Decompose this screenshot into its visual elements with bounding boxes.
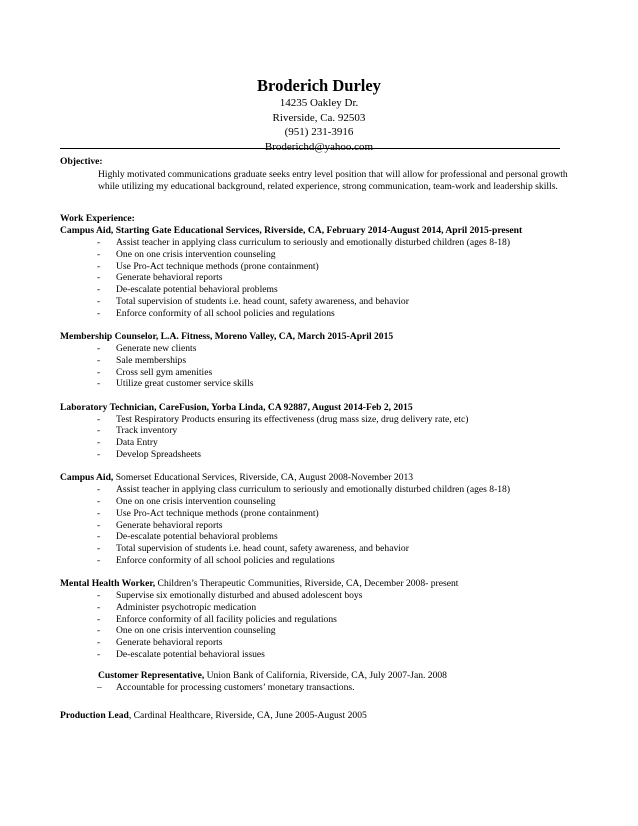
work-experience-label: Work Experience: — [60, 213, 135, 225]
job-title-rest: Union Bank of California, Riverside, CA, July 2007-Jan. 2008 — [204, 669, 447, 681]
bullet-dash: - — [97, 507, 101, 519]
duty-item — [60, 614, 580, 626]
bullet-dash: - — [97, 590, 101, 602]
duty-item — [60, 425, 580, 437]
duty-text: De-escalate potential behavioral problems — [116, 531, 278, 543]
duty-text: Utilize great customer service skills — [116, 378, 254, 390]
duty-text: Accountable for processing customers’ monetary transactions. — [116, 681, 355, 693]
duty-text: Generate new clients — [116, 342, 197, 354]
duty-text: De-escalate potential behavioral problems — [116, 284, 278, 296]
bullet-dash: - — [97, 342, 101, 354]
bullet-dash: - — [97, 354, 101, 366]
duty-text: Assist teacher in applying class curriculum to seriously and emotionally disturbed children (ages 8-18) — [116, 484, 511, 496]
section-gap — [60, 390, 580, 402]
duty-text: Cross sell gym amenities — [116, 366, 213, 378]
bullet-dash: - — [97, 437, 101, 449]
duty-item — [60, 602, 580, 614]
duty-item — [60, 649, 580, 661]
duty-item — [60, 531, 580, 543]
duty-item — [60, 449, 580, 461]
duty-text: Generate behavioral reports — [116, 519, 223, 531]
job-title — [60, 331, 580, 343]
job-title-bold: Mental Health Worker, — [60, 578, 156, 590]
duty-item — [60, 437, 580, 449]
bullet-dash: - — [97, 260, 101, 272]
bullet-dash: - — [97, 637, 101, 649]
duty-item — [60, 367, 580, 379]
duty-text: Enforce conformity of all facility policies and regulations — [116, 613, 337, 625]
resume-body — [60, 156, 580, 722]
duty-item — [60, 355, 580, 367]
job-title-bold: Campus Aid, — [60, 472, 114, 484]
bullet-dash: – — [97, 681, 102, 693]
duty-item — [60, 590, 580, 602]
job-title-bold: Production Lead — [60, 710, 129, 722]
jobs-list — [60, 225, 580, 722]
duty-item — [60, 261, 580, 273]
bullet-dash: - — [97, 649, 101, 661]
address-line-2: Riverside, Ca. 92503 — [272, 111, 366, 124]
duty-item — [60, 284, 580, 296]
duty-item — [60, 343, 580, 355]
job-title-bold: Customer Representative, — [98, 669, 205, 681]
job-duties — [60, 682, 580, 694]
job-title-bold: Laboratory Technician, CareFusion, Yorba Linda, CA 92887, August 2014-Feb 2, 2015 — [60, 401, 413, 413]
job-title — [98, 670, 580, 682]
duty-item — [60, 496, 580, 508]
duty-text: Total supervision of students i.e. head count, safety awareness, and behavior — [116, 543, 409, 555]
section-gap — [60, 567, 580, 579]
job-title-rest: , Cardinal Healthcare, Riverside, CA, June 2005-August 2005 — [128, 710, 367, 722]
duty-text: Generate behavioral reports — [116, 272, 223, 284]
job-duties — [60, 484, 580, 567]
duty-item — [60, 637, 580, 649]
job-duties — [60, 590, 580, 661]
bullet-dash: - — [97, 248, 101, 260]
duty-item — [60, 249, 580, 261]
bullet-dash: - — [97, 378, 101, 390]
duty-item — [60, 378, 580, 390]
duty-text: Total supervision of students i.e. head count, safety awareness, and behavior — [116, 295, 409, 307]
duty-item — [60, 237, 580, 249]
objective-label: Objective: — [60, 156, 103, 167]
duty-item — [60, 484, 580, 496]
duty-item — [60, 625, 580, 637]
job-title — [60, 402, 580, 414]
duty-text: Supervise six emotionally disturbed and abused adolescent boys — [116, 590, 363, 602]
duty-item — [60, 543, 580, 555]
duty-text: De-escalate potential behavioral issues — [116, 649, 265, 661]
bullet-dash: - — [97, 495, 101, 507]
header-divider — [60, 148, 560, 149]
bullet-dash: - — [97, 601, 101, 613]
duty-text: Use Pro-Act technique methods (prone containment) — [116, 507, 319, 519]
job-duties — [60, 237, 580, 320]
objective-text: Highly motivated communications graduate seeks entry level position that will allow for professional and personal growth while utilizing my educational background, related experience, strong communication, team-work and leadership skills. — [98, 168, 568, 192]
job-title — [60, 578, 580, 590]
duty-text: Test Respiratory Products ensuring its effectiveness (drug mass size, drug delivery rate, etc) — [116, 413, 469, 425]
bullet-dash: - — [97, 484, 101, 496]
applicant-name: Broderich Durley — [257, 76, 381, 95]
duty-text: Data Entry — [116, 437, 158, 449]
duty-item — [60, 555, 580, 567]
email: Broderichd@yahoo.com — [264, 140, 374, 153]
duty-text: Administer psychotropic medication — [116, 601, 257, 613]
job-title-bold: Membership Counselor, L.A. Fitness, Moreno Valley, CA, March 2015-April 2015 — [60, 331, 394, 343]
section-gap — [60, 661, 580, 670]
phone: (951) 231-3916 — [284, 126, 354, 138]
duty-text: Track inventory — [116, 425, 178, 437]
section-gap — [60, 461, 580, 473]
duty-text: Develop Spreadsheets — [116, 448, 201, 460]
duty-item — [60, 414, 580, 426]
address-line-1: 14235 Oakley Dr. — [279, 97, 359, 109]
bullet-dash: - — [97, 554, 101, 566]
bullet-dash: - — [97, 625, 101, 637]
duty-item — [60, 682, 580, 694]
bullet-dash: - — [97, 613, 101, 625]
bullet-dash: - — [97, 272, 101, 284]
resume-header — [0, 76, 638, 154]
duty-text: One on one crisis intervention counseling — [116, 248, 276, 260]
bullet-dash: - — [97, 448, 101, 460]
bullet-dash: - — [97, 543, 101, 555]
job-duties — [60, 414, 580, 461]
duty-text: Enforce conformity of all school policies and regulations — [116, 554, 335, 566]
duty-text: Generate behavioral reports — [116, 637, 223, 649]
job-title — [60, 472, 580, 484]
bullet-dash: - — [97, 295, 101, 307]
section-gap — [60, 693, 580, 710]
job-title-rest: Children’s Therapeutic Communities, Riverside, CA, December 2008- present — [155, 578, 459, 590]
duty-item — [60, 296, 580, 308]
duty-text: Enforce conformity of all school policies and regulations — [116, 307, 335, 319]
job-title-bold: Campus Aid, Starting Gate Educational Services, Riverside, CA, February 2014-August 2014, April 2015-present — [60, 225, 523, 237]
bullet-dash: - — [97, 413, 101, 425]
job-title-rest: Somerset Educational Services, Riverside, CA, August 2008-November 2013 — [113, 472, 414, 484]
duty-item — [60, 520, 580, 532]
duty-text: Assist teacher in applying class curriculum to seriously and emotionally disturbed children (ages 8-18) — [116, 236, 511, 248]
bullet-dash: - — [97, 519, 101, 531]
bullet-dash: - — [97, 531, 101, 543]
duty-text: Sale memberships — [116, 354, 187, 366]
section-gap — [60, 320, 580, 332]
bullet-dash: - — [97, 236, 101, 248]
bullet-dash: - — [97, 307, 101, 319]
bullet-dash: - — [97, 284, 101, 296]
duty-text: One on one crisis intervention counseling — [116, 625, 276, 637]
job-title — [60, 710, 580, 722]
job-title — [60, 225, 580, 237]
bullet-dash: - — [97, 366, 101, 378]
duty-text: Use Pro-Act technique methods (prone containment) — [116, 260, 319, 272]
duty-item — [60, 272, 580, 284]
duty-item — [60, 308, 580, 320]
job-duties — [60, 343, 580, 390]
duty-text: One on one crisis intervention counseling — [116, 495, 276, 507]
bullet-dash: - — [97, 425, 101, 437]
duty-item — [60, 508, 580, 520]
